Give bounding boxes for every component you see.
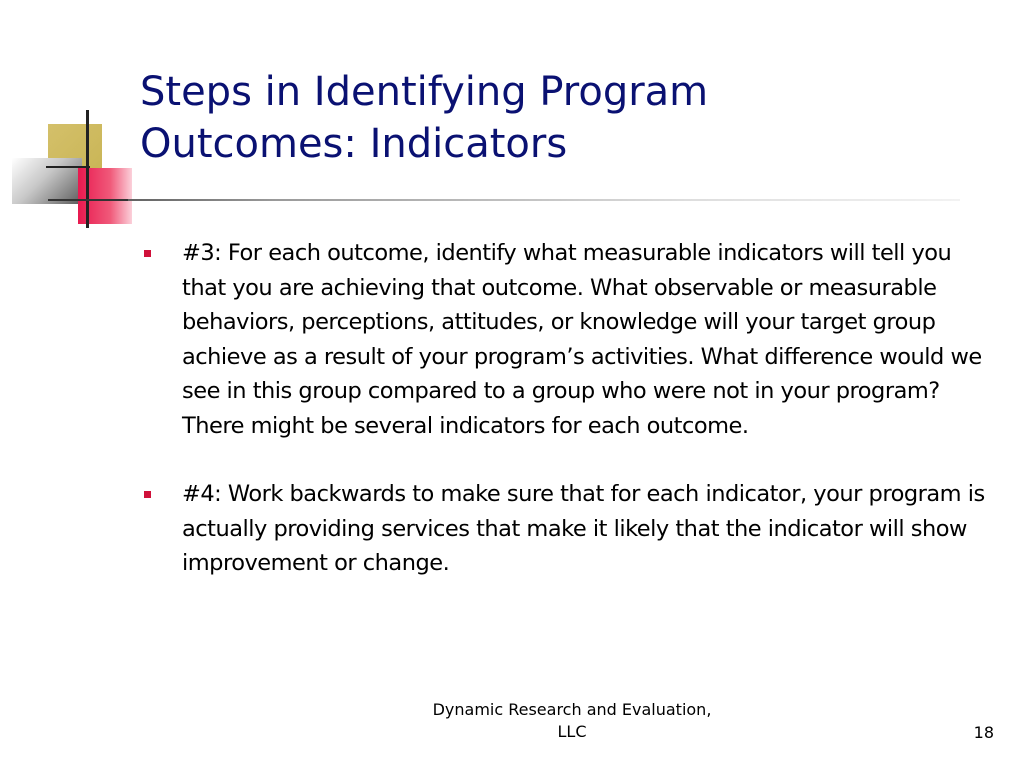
bullet-list — [144, 236, 989, 615]
decorative-short-line — [46, 166, 90, 168]
footer-line-1: Dynamic Research and Evaluation, — [432, 700, 712, 719]
title-divider-line — [48, 199, 960, 201]
square-bullet-icon — [144, 491, 151, 498]
bullet-item — [144, 477, 989, 581]
footer-line-2: LLC — [557, 722, 587, 741]
slide-title-line-1: Steps in Identifying Program — [140, 69, 709, 115]
slide-title — [140, 66, 940, 170]
decorative-vertical-line — [86, 110, 89, 228]
page-number: 18 — [973, 723, 994, 742]
title-divider-accent — [48, 199, 128, 201]
bullet-item — [144, 236, 989, 443]
bullet-text: #4: Work backwards to make sure that for each indicator, your program is actually providing services that make it likely that the indicator will show improvement or change. — [182, 481, 985, 576]
decorative-gray-square — [12, 158, 82, 204]
bullet-text: #3: For each outcome, identify what measurable indicators will tell you that you are achieving that outcome. What observable or measurable behaviors, perceptions, attitudes, or knowledge will your target group achieve as a result of your program’s activities. What difference would we see in this group compared to a group who were not in your program? There might be several indicators for each outcome. — [182, 240, 982, 439]
footer-organization — [410, 699, 734, 743]
square-bullet-icon — [144, 250, 151, 257]
slide-title-line-2: Outcomes: Indicators — [140, 121, 568, 167]
